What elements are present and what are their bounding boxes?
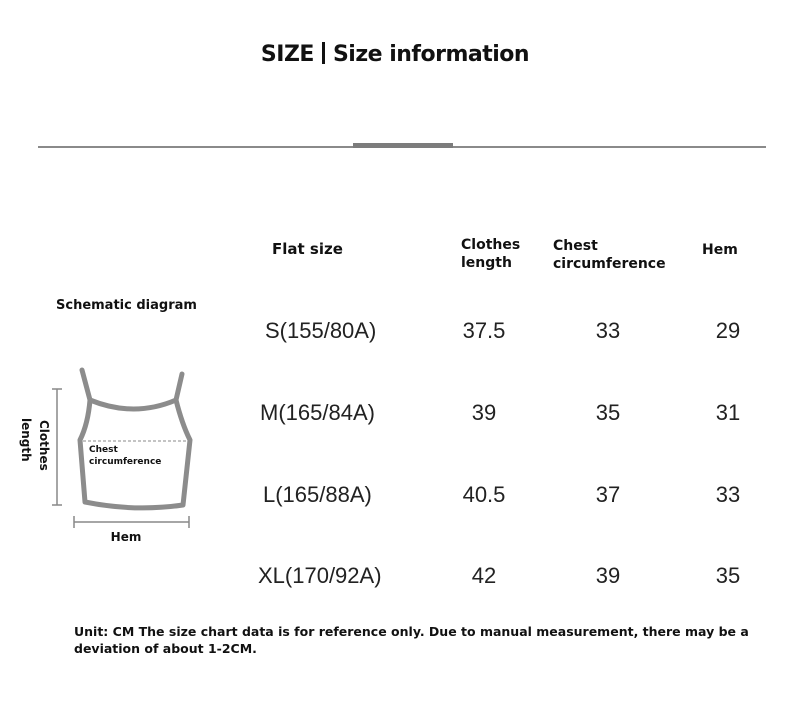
header-hem: Hem — [702, 242, 738, 258]
row-4-length: 42 — [471, 563, 497, 588]
hem-label: Hem — [110, 530, 142, 544]
schematic-diagram-label: Schematic diagram — [56, 298, 197, 313]
title-divider-accent — [353, 143, 453, 148]
header-chest-line1: Chest — [553, 238, 598, 254]
header-chest-line2: circumference — [553, 256, 666, 272]
title-size: SIZE — [260, 42, 314, 67]
row-4-size: XL(170/92A) — [258, 563, 382, 588]
row-2-length: 39 — [471, 400, 497, 425]
measurement-note-line1: Unit: CM The size chart data is for reference only. Due to manual measurement, there may be a — [74, 624, 749, 639]
row-3-hem: 33 — [715, 482, 741, 507]
row-3-chest: 37 — [595, 482, 621, 507]
header-clothes-length — [461, 236, 520, 272]
header-clothes-length-line2: length — [461, 255, 512, 271]
row-3-size: L(165/88A) — [263, 482, 372, 507]
header-clothes-length-line1: Clothes — [461, 237, 521, 253]
right-strap — [176, 374, 182, 400]
row-2-size: M(165/84A) — [260, 400, 375, 425]
camisole-diagram — [0, 360, 240, 560]
length-label-line2: length — [19, 418, 33, 462]
title-size-information: Size information — [332, 42, 530, 67]
title-separator — [322, 42, 325, 64]
measurement-note-line2: deviation of about 1-2CM. — [74, 641, 257, 656]
row-4-hem: 35 — [715, 563, 741, 588]
chest-label-line1: Chest — [89, 445, 118, 455]
row-1-size: S(155/80A) — [265, 318, 377, 343]
left-strap — [82, 370, 90, 400]
row-1-length: 37.5 — [462, 318, 506, 343]
row-4-chest: 39 — [595, 563, 621, 588]
row-3-length: 40.5 — [462, 482, 506, 507]
length-label-line1: Clothes — [37, 420, 51, 471]
header-flat-size: Flat size — [272, 240, 343, 258]
measurement-note — [74, 623, 754, 657]
row-1-hem: 29 — [715, 318, 741, 343]
chest-label-line2: circumference — [89, 457, 162, 467]
row-1-chest: 33 — [595, 318, 621, 343]
row-2-chest: 35 — [595, 400, 621, 425]
header-chest-circumference — [553, 237, 666, 273]
page-title — [0, 42, 790, 67]
row-2-hem: 31 — [715, 400, 741, 425]
